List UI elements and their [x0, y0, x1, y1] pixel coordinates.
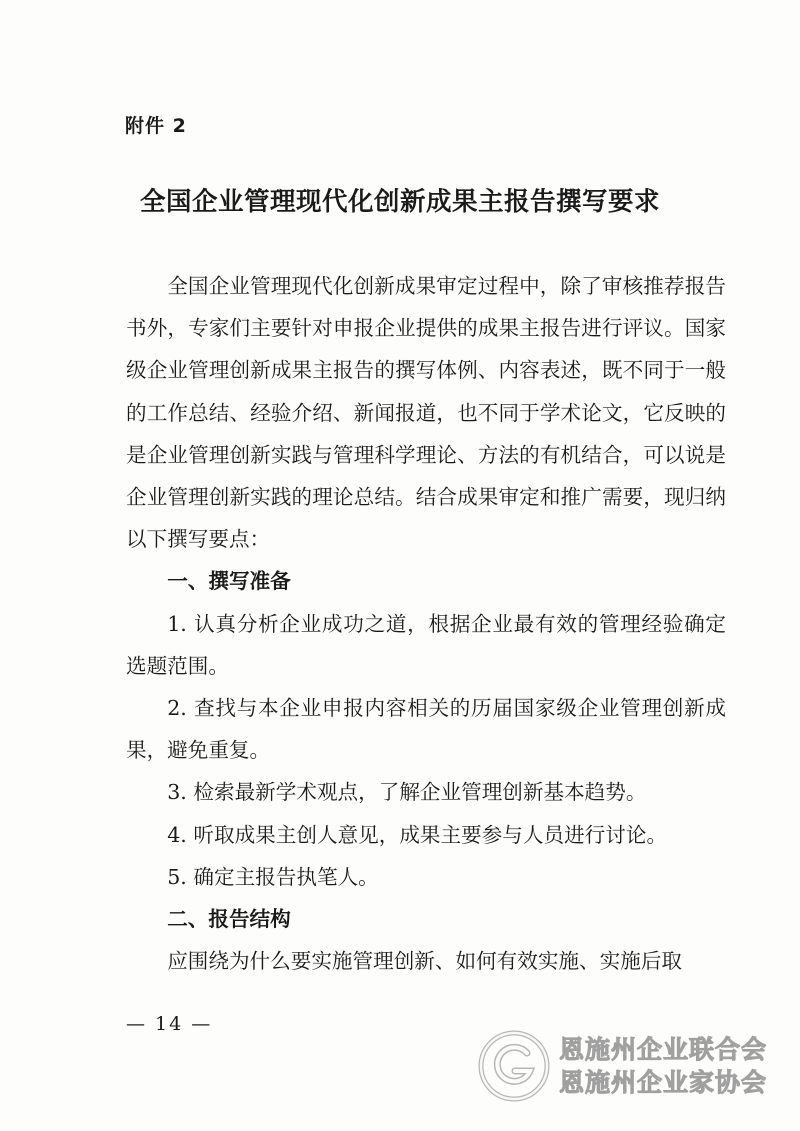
section-heading-structure: 二、报告结构	[167, 907, 291, 932]
list-item: 2. 查找与本企业申报内容相关的历届国家级企业管理创新成果，避免重复。	[126, 696, 726, 763]
page-number: — 14 —	[126, 1013, 213, 1035]
paragraph-intro: 全国企业管理现代化创新成果审定过程中，除了审核推荐报告书外，专家们主要针对申报企业提供的成果主报告进行评议。国家级企业管理创新成果主报告的撰写体例、内容表述，既不同于一般的工作总结、经验介绍、新闻报道，也不同于学术论文，它反映的是企业管理创新实践与管理科学理论、方法的有机结合，可以说是企业管理创新实践的理论总结。结合成果审定和推广需要，现归纳以下撰写要点：	[126, 274, 726, 552]
attachment-label: 附件 2	[125, 115, 187, 137]
paragraph-structure: 应围绕为什么要实施管理创新、如何有效实施、实施后取	[167, 949, 683, 974]
list-item: 4. 听取成果主创人意见，成果主要参与人员进行讨论。	[167, 822, 668, 847]
list-item: 3. 检索最新学术观点，了解企业管理创新基本趋势。	[167, 780, 647, 805]
list-item: 5. 确定主报告执笔人。	[167, 864, 379, 889]
section-heading-preparation: 一、撰写准备	[167, 569, 291, 594]
watermark	[475, 1026, 775, 1106]
document-body	[126, 265, 726, 982]
list-item: 1. 认真分析企业成功之道，根据企业最有效的管理经验确定选题范围。	[126, 611, 726, 678]
watermark-line-1: 恩施州企业联合会	[559, 1035, 768, 1064]
enterprise-federation-logo-icon	[475, 1027, 553, 1105]
document-title: 全国企业管理现代化创新成果主报告撰写要求	[139, 187, 660, 217]
watermark-line-2: 恩施州企业家协会	[559, 1068, 768, 1097]
